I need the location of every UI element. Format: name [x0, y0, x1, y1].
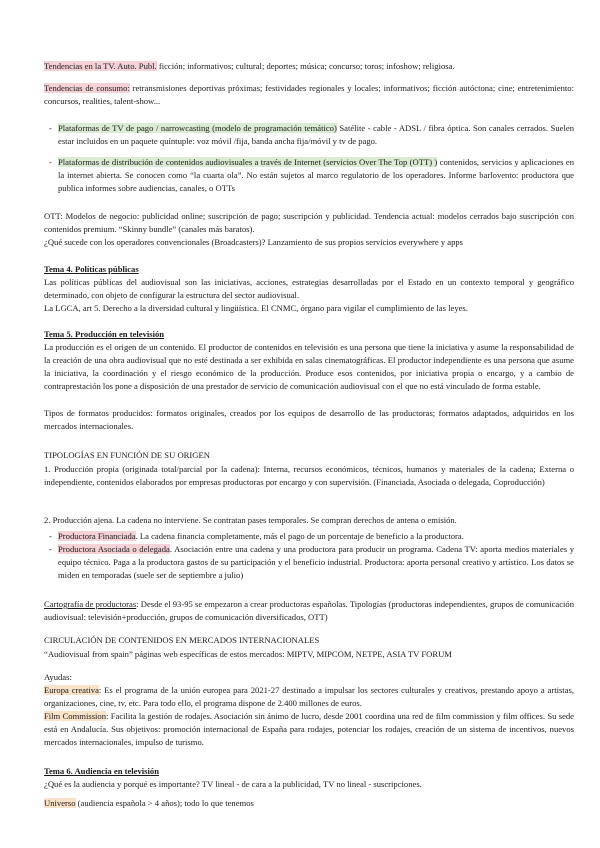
underlined-term: Cartografía de productoras — [44, 599, 137, 609]
paragraph-produccion-propia: 1. Producción propia (originada total/parcial por la cadena): Interna, recursos económicos, técnicos, humanos y materiales de la cadena; Externa o independiente, contenidos elaborados por empresas productoras por encargo y con supervisión. (Financiada, Asociada o delegada, Coproducción) — [44, 464, 574, 487]
paragraph-cartografia: Cartografía de productoras: Desde el 93-95 se empezaron a crear productoras españolas. Tipologías (productoras independientes, grupos de comunicación audiovisual: televisión+producción, grupos de comunicación diversificados, OTT) — [44, 599, 575, 622]
section-heading-tema4: Tema 4. Políticas públicas — [44, 264, 139, 274]
paragraph-produccion: La producción es el origen de un contenido. El productor de contenidos en televisión es una persona que tiene la iniciativa y asume la responsabilidad de la creación de una obra audiovisual que no esté destinada a ser exhibida en salas cinematográficas. El productor independiente es una persona que asume la iniciativa, la coordinación y el riesgo económico de la producción. Produce esos contenidos, por iniciativa propia o encargo, y a cambio de contraprestación los pone a disposición de una prestador de servicio de comunicación audiovisual con el que no está vinculado de forma estable. — [44, 342, 574, 391]
paragraph-universo: Universo (audiencia española > 4 años); todo lo que tenemos — [44, 798, 254, 808]
paragraph-politicas: Las políticas públicas del audiovisual son las iniciativas, acciones, estrategias desarrolladas por el Estado en un contexto temporal y geográfico determinado, con objeto de configurar la estructura del sector audiovisual. — [44, 277, 574, 300]
paragraph-audiovisual-from-spain: “Audiovisual from spain” páginas web específicas de estos mercados: MIPTV, MIPCOM, NETPE, ASIA TV FORUM — [44, 649, 452, 659]
paragraph-produccion-ajena: 2. Producción ajena. La cadena no interviene. Se contratan pases temporales. Se compran derechos de antena o emisión. — [44, 515, 457, 525]
paragraph-tendencias-consumo: Tendencias de consumo: retransmisiones deportivas próximas; festividades regionales y locales; informativos; ficción autóctona; cine; entretenimiento: concursos, realities, talent-show... — [44, 83, 574, 106]
highlight-term: Tendencias en la TV. Auto. Publ. — [44, 61, 157, 71]
bullet-plataformas-ott: - Plataformas de distribución de contenidos audiovisuales a través de Internet (servicios Over The Top (OTT) ) contenidos, servicios y aplicaciones en la internet abierta. Se conocen como “la cuarta ola”. No están sujetos al marco regulatorio de los operadores. Informe barlovento: productora que publica informes sobre audiencias, canales, o OTTs — [49, 157, 574, 193]
bullet-productora-financiada: - Productora Financiada. La cadena financia completamente, más el pago de un porcentaje de beneficio a la productora. — [49, 531, 464, 541]
highlight-term: Productora Financiada — [58, 531, 136, 541]
highlight-term: Plataformas de distribución de contenidos audiovisuales a través de Internet (servicios Over The Top (OTT) ) — [58, 157, 438, 167]
bullet-plataformas-pago: - Plataformas de TV de pago / narrowcasting (modelo de programación temático) Satélite - cable - ADSL / fibra óptica. Son canales cerrados. Suelen estar incluidos en un paquete quíntuple: voz móvil /fija, banda ancha fija/móvil y tv de pago. — [49, 123, 574, 146]
highlight-term: Productora Asociada o delegada — [58, 544, 170, 554]
section-heading-tema5: Tema 5. Producción en televisión — [44, 329, 165, 339]
bullet-productora-asociada: - Productora Asociada o delegada. Asociación entre una cadena y una productora para producir un programa. Cadena TV: aporta medios materiales y equipo técnico. Paga a la productora gastos de su participación y el beneficio industrial. Productora: aporta personal creativo y artístico. Los datos se miden en temporadas (suele ser de septiembre a julio) — [49, 544, 574, 580]
bullet-dash: - — [49, 123, 52, 133]
paragraph-tipos-formatos: Tipos de formatos producidos: formatos originales, creados por los equipos de desarrollo de las productoras; formatos adaptados, adquiridos en los mercados internacionales. — [44, 408, 574, 431]
highlight-term: Film Commission — [44, 711, 107, 721]
highlight-term: Universo — [44, 798, 76, 808]
paragraph-ott-modelos: OTT: Modelos de negocio: publicidad online; suscripción de pago; suscripción y publicidad. Tendencia actual: modelos cerrados bajo suscripción con contenidos premium. “Skinny bundle” (canales más baratos). — [44, 211, 574, 234]
paragraph-operadores: ¿Qué sucede con los operadores convencionales (Broadcasters)? Lanzamiento de sus propios servicios everywhere y apps — [44, 237, 464, 247]
paragraph-film-commission: Film Commission: Facilita la gestión de rodajes. Asociación sin ánimo de lucro, desde 2001 coordina una red de film commission y film offices. Su sede está en Andalucía. Sus objetivos: promoción internacional de España para rodajes, potenciar los rodajes, creación de un sistema de incentivos, nuevos mercados internacionales, impulso de turismo. — [44, 711, 574, 747]
highlight-term: Europa creativa — [44, 685, 99, 695]
subheading-tipologias: TIPOLOGÍAS EN FUNCIÓN DE SU ORIGEN — [44, 450, 210, 460]
bullet-dash: - — [49, 531, 52, 541]
bullet-dash: - — [49, 544, 52, 554]
section-heading-tema6: Tema 6. Audiencia en televisión — [44, 766, 159, 776]
paragraph-tendencias-tv-auto: Tendencias en la TV. Auto. Publ. ficción; informativos; cultural; deportes; música; concurso; toros; infoshow; religiosa. — [44, 61, 455, 71]
highlight-term: Tendencias de consumo: — [44, 83, 130, 93]
paragraph-audiencia: ¿Qué es la audiencia y porqué es importante? TV lineal - de cara a la publicidad, TV no lineal - suscripciones. — [44, 779, 422, 789]
highlight-term: Plataformas de TV de pago / narrowcasting (modelo de programación temático) — [58, 123, 337, 133]
bullet-dash: - — [49, 157, 52, 167]
label-ayudas: Ayudas: — [44, 672, 72, 682]
subheading-circulacion: CIRCULACIÓN DE CONTENIDOS EN MERCADOS INTERNACIONALES — [44, 635, 320, 645]
paragraph-lgca: La LGCA, art 5. Derecho a la diversidad cultural y lingüística. El CNMC, órgano para vigilar el cumplimiento de las leyes. — [44, 303, 468, 313]
paragraph-europa-creativa: Europa creativa: Es el programa de la unión europea para 2021-27 destinado a impulsar los sectores culturales y creativos, prestando apoyo a artistas, organizaciones, cine, tv, etc. Para todo ello, el programa dispone de 2.400 millones de euros. — [44, 685, 575, 708]
